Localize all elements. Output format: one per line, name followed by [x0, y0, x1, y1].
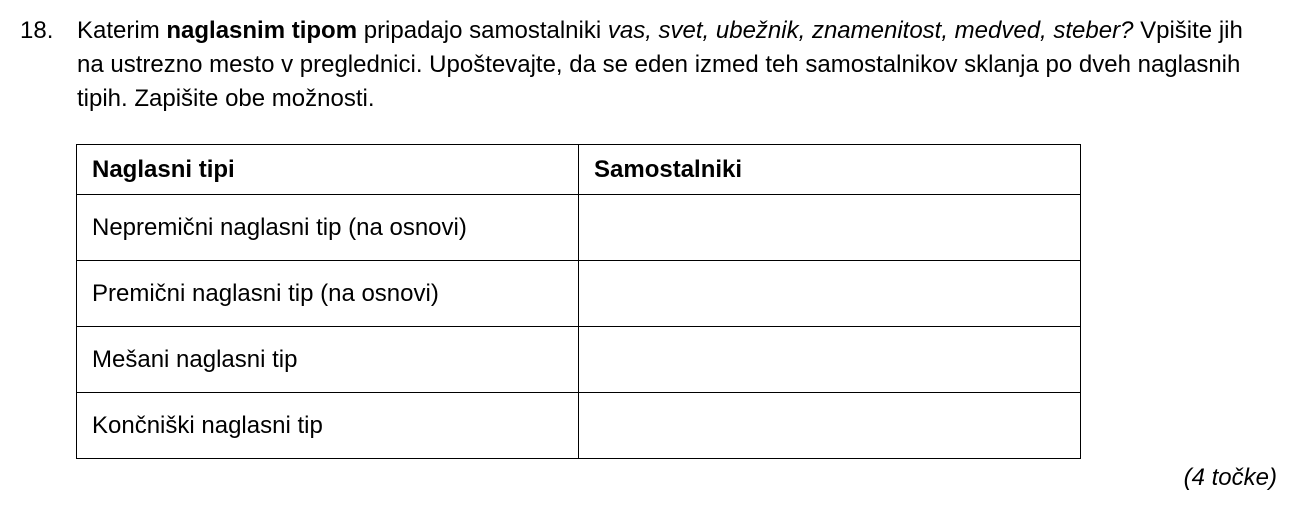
table-row [77, 261, 1081, 327]
row-label-fixed-stem: Nepremični naglasni tip (na osnovi) [77, 195, 579, 261]
table-header-row [77, 145, 1081, 195]
row-label-mixed: Mešani naglasni tip [77, 327, 579, 393]
header-accent-types: Naglasni tipi [77, 145, 579, 195]
table-row [77, 195, 1081, 261]
table-row [77, 393, 1081, 459]
table-row [77, 327, 1081, 393]
row-label-mobile-stem: Premični naglasni tip (na osnovi) [77, 261, 579, 327]
question-text [77, 14, 1257, 116]
answer-cell-mixed[interactable] [579, 327, 1081, 393]
question-text-part2: pripadajo samostalniki [357, 17, 608, 44]
row-label-ending: Končniški naglasni tip [77, 393, 579, 459]
question-nouns: vas, svet, ubežnik, znamenitost, medved, steber? [607, 17, 1134, 44]
answer-table [76, 144, 1081, 459]
answer-cell-fixed-stem[interactable] [579, 195, 1081, 261]
question-text-part3: Vpišite jih na ustrezno mesto v preglednici. Upoštevajte, da se eden izmed teh samostalnikov sklanja po dveh naglasnih tipih. Zapišite obe možnosti. [77, 17, 1243, 112]
answer-cell-ending[interactable] [579, 393, 1081, 459]
question-text-bold: naglasnim tipom [166, 17, 358, 44]
question-text-part1: Katerim [77, 17, 167, 44]
question-number: 18. [20, 17, 54, 44]
header-nouns: Samostalniki [579, 145, 1081, 195]
answer-cell-mobile-stem[interactable] [579, 261, 1081, 327]
points-label: (4 točke) [1183, 464, 1277, 491]
